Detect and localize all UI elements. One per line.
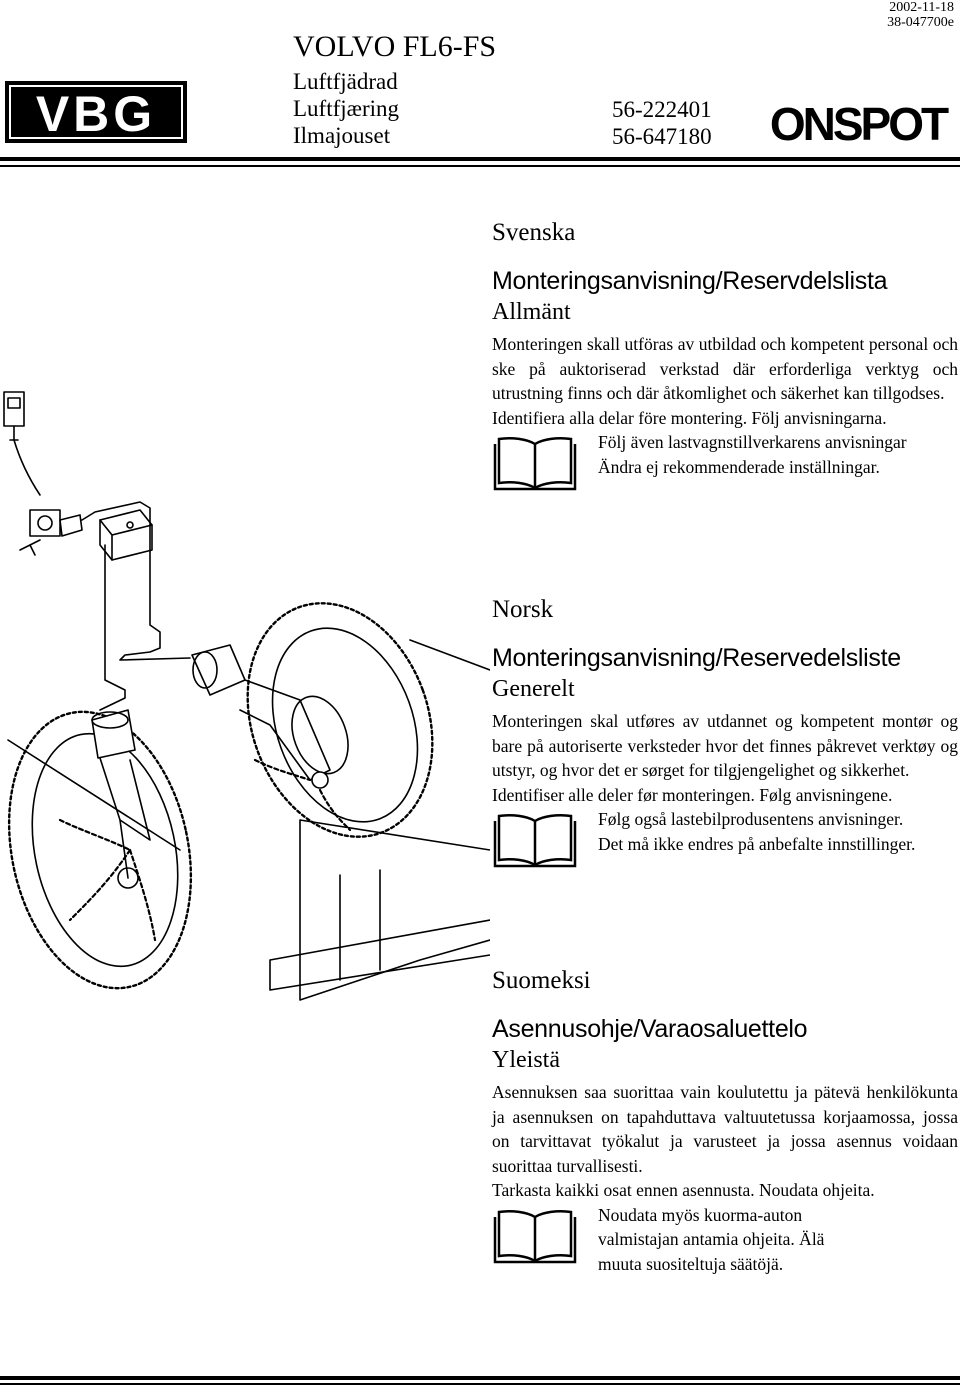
header-rule-thin xyxy=(0,165,960,167)
note-line-2: Ändra ej rekommenderade inställningar. xyxy=(598,456,880,477)
section-svenska xyxy=(492,218,958,510)
section-subtitle: Generelt xyxy=(492,676,575,702)
section-norsk xyxy=(492,595,958,887)
note-text xyxy=(598,807,958,856)
document-date-block xyxy=(887,0,954,30)
language-heading: Suomeksi xyxy=(492,967,591,994)
onspot-logo-text: ONSPOT xyxy=(769,98,947,150)
document-date: 2002-11-18 xyxy=(889,0,954,15)
section-instruction: Identifiera alla delar före montering. Följ anvisningarna. xyxy=(492,407,887,428)
onspot-logo xyxy=(760,96,956,150)
vbg-logo xyxy=(4,80,188,144)
variant-finnish: Ilmajouset xyxy=(293,123,391,148)
manual-book-icon xyxy=(492,1209,578,1265)
section-instruction: Tarkasta kaikki osat ennen asennusta. Noudata ohjeita. xyxy=(492,1180,875,1200)
air-valve-connector xyxy=(4,392,40,495)
manual-note xyxy=(492,430,958,510)
note-line-1: Følg også lastebilprodusentens anvisninger. xyxy=(598,809,904,829)
section-body: Monteringen skal utføres av utdannet og kompetent montør og bare på autoriserte verksteder hvor det finnes påkrevet verktøy og utstyr, og hvor det er sørget for tilgjengelighet og sikkerhet. xyxy=(492,711,958,780)
note-line-2: Det må ikke endres på anbefalte innstillinger. xyxy=(598,833,916,854)
section-title: Monteringsanvisning/Reservedelsliste xyxy=(492,644,901,672)
header-rule xyxy=(0,157,960,161)
document-number: 38-047700e xyxy=(887,15,954,30)
section-title: Monteringsanvisning/Reservdelslista xyxy=(492,267,888,295)
note-line-1: Följ även lastvagnstillverkarens anvisningar xyxy=(598,432,907,452)
air-line-left xyxy=(100,545,125,710)
note-text: Noudata myös kuorma-auton valmistajan antamia ohjeita. Älä muuta suositeltuja säätöjä. xyxy=(598,1204,825,1274)
manual-note xyxy=(492,1203,958,1283)
section-instruction: Identifiser alle deler før monteringen. Følg anvisningene. xyxy=(492,784,893,805)
model-title: VOLVO FL6-FS xyxy=(293,30,497,63)
section-body: Monteringen skall utföras av utbildad och kompetent personal och ske på auktoriserad verkstad där erforderliga verktyg och utrustning finns och där åtkomlighet och säkerhet kan tillgodses. xyxy=(492,334,958,403)
vehicle-frame xyxy=(8,640,490,1000)
manual-book-icon xyxy=(492,813,578,869)
vbg-logo-text: VBG xyxy=(35,86,157,142)
variant-norwegian: Luftfjæring xyxy=(293,96,400,121)
section-body: Asennuksen saa suorittaa vain koulutettu ja pätevä henkilökunta ja asennuksen on tapahduttava valtuutetussa korjaamossa, jossa on tarvittavat työkalut ja varusteet ja jossa asennus voidaan suorittaa turvallisesti. xyxy=(492,1082,958,1176)
suspension-variants xyxy=(293,68,399,149)
footer-rule-thin xyxy=(0,1383,960,1385)
language-heading: Svenska xyxy=(492,219,576,246)
variant-swedish: Luftfjädrad xyxy=(293,69,398,94)
part-number-1: 56-222401 xyxy=(612,97,712,122)
solenoid-valve xyxy=(20,510,82,555)
note-text xyxy=(598,430,958,479)
section-subtitle: Yleistä xyxy=(492,1047,560,1073)
language-heading: Norsk xyxy=(492,596,554,623)
section-suomeksi xyxy=(492,966,958,1283)
junction-block xyxy=(100,510,152,560)
section-subtitle: Allmänt xyxy=(492,299,571,325)
part-numbers xyxy=(612,96,712,150)
assembly-illustration xyxy=(0,380,490,1010)
manual-note xyxy=(492,807,958,887)
footer-rule xyxy=(0,1376,960,1380)
manual-book-icon xyxy=(492,436,578,492)
section-title: Asennusohje/Varaosaluettelo xyxy=(492,1015,808,1043)
part-number-2: 56-647180 xyxy=(612,124,712,149)
